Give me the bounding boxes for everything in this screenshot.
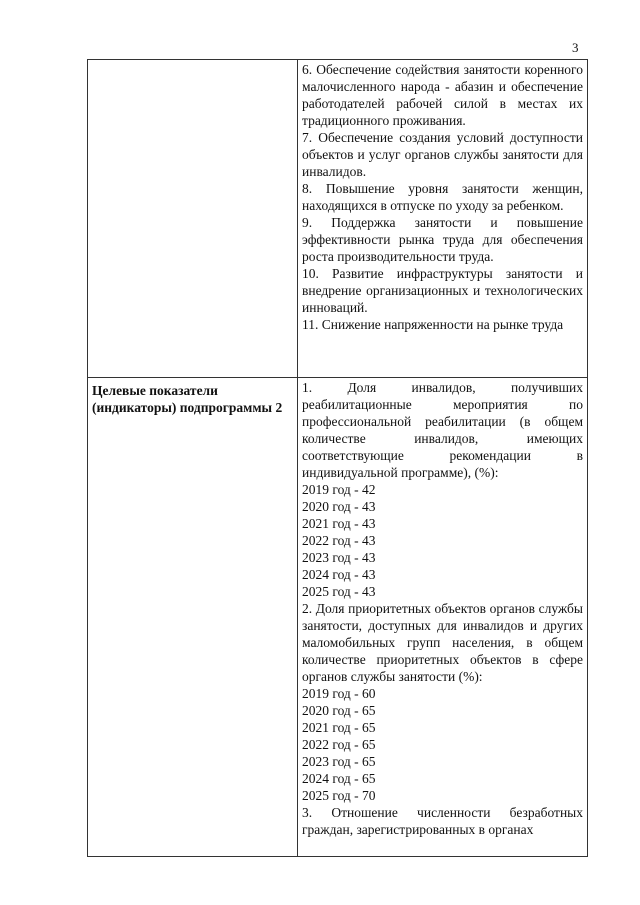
task-item-10: 10. Развитие инфраструктуры занятости и внедрение организационных и технологических инноваций. [302, 266, 583, 315]
indicator-2-year: 2025 год - 70 [302, 788, 376, 803]
task-item-6: 6. Обеспечение содействия занятости коренного малочисленного народа - абазин и обеспечение работодателей рабочей силой в местах их традиционного проживания. [302, 62, 583, 128]
indicator-2-year: 2021 год - 65 [302, 720, 376, 735]
row1-content-cell [298, 60, 588, 378]
indicator-1-year: 2023 год - 43 [302, 550, 376, 565]
indicator-2-year: 2020 год - 65 [302, 703, 376, 718]
indicator-2-year: 2024 год - 65 [302, 771, 376, 786]
indicator-2-year: 2023 год - 65 [302, 754, 376, 769]
indicators-label [88, 378, 298, 857]
indicator-1-year: 2021 год - 43 [302, 516, 376, 531]
indicators-label-text: Целевые показатели (индикаторы) подпрограммы 2 [92, 383, 283, 415]
row1-label-cell [88, 60, 298, 378]
indicator-2-year: 2019 год - 60 [302, 686, 376, 701]
indicator-1-year: 2024 год - 43 [302, 567, 376, 582]
subprogram-passport-table [87, 59, 588, 857]
indicator-1-year: 2020 год - 43 [302, 499, 376, 514]
indicators-content-cell [298, 378, 588, 857]
indicator-1-title: 1. Доля инвалидов, получивших реабилитационные мероприятия по профессиональной реабилитации (в общем количестве инвалидов, имеющих соответствующие рекомендации в индивидуальной программе), (%): [302, 380, 583, 480]
task-item-9: 9. Поддержка занятости и повышение эффективности рынка труда для обеспечения роста производительности труда. [302, 215, 583, 264]
indicator-2-title: 2. Доля приоритетных объектов органов службы занятости, доступных для инвалидов и других маломобильных групп населения, в общем количестве приоритетных объектов в сфере органов службы занятости (%): [302, 601, 583, 684]
task-item-7: 7. Обеспечение создания условий доступности объектов и услуг органов службы занятости для инвалидов. [302, 130, 583, 179]
indicator-1-year: 2022 год - 43 [302, 533, 376, 548]
table-row-indicators [88, 378, 588, 857]
indicator-1-year: 2025 год - 43 [302, 584, 376, 599]
indicator-3-title: 3. Отношение численности безработных граждан, зарегистрированных в органах [302, 805, 583, 837]
task-item-8: 8. Повышение уровня занятости женщин, находящихся в отпуске по уходу за ребенком. [302, 181, 583, 213]
task-item-11: 11. Снижение напряженности на рынке труда [302, 317, 564, 332]
page-number: 3 [572, 40, 579, 55]
indicator-1-year: 2019 год - 42 [302, 482, 376, 497]
table-row-tasks [88, 60, 588, 378]
indicator-2-year: 2022 год - 65 [302, 737, 376, 752]
